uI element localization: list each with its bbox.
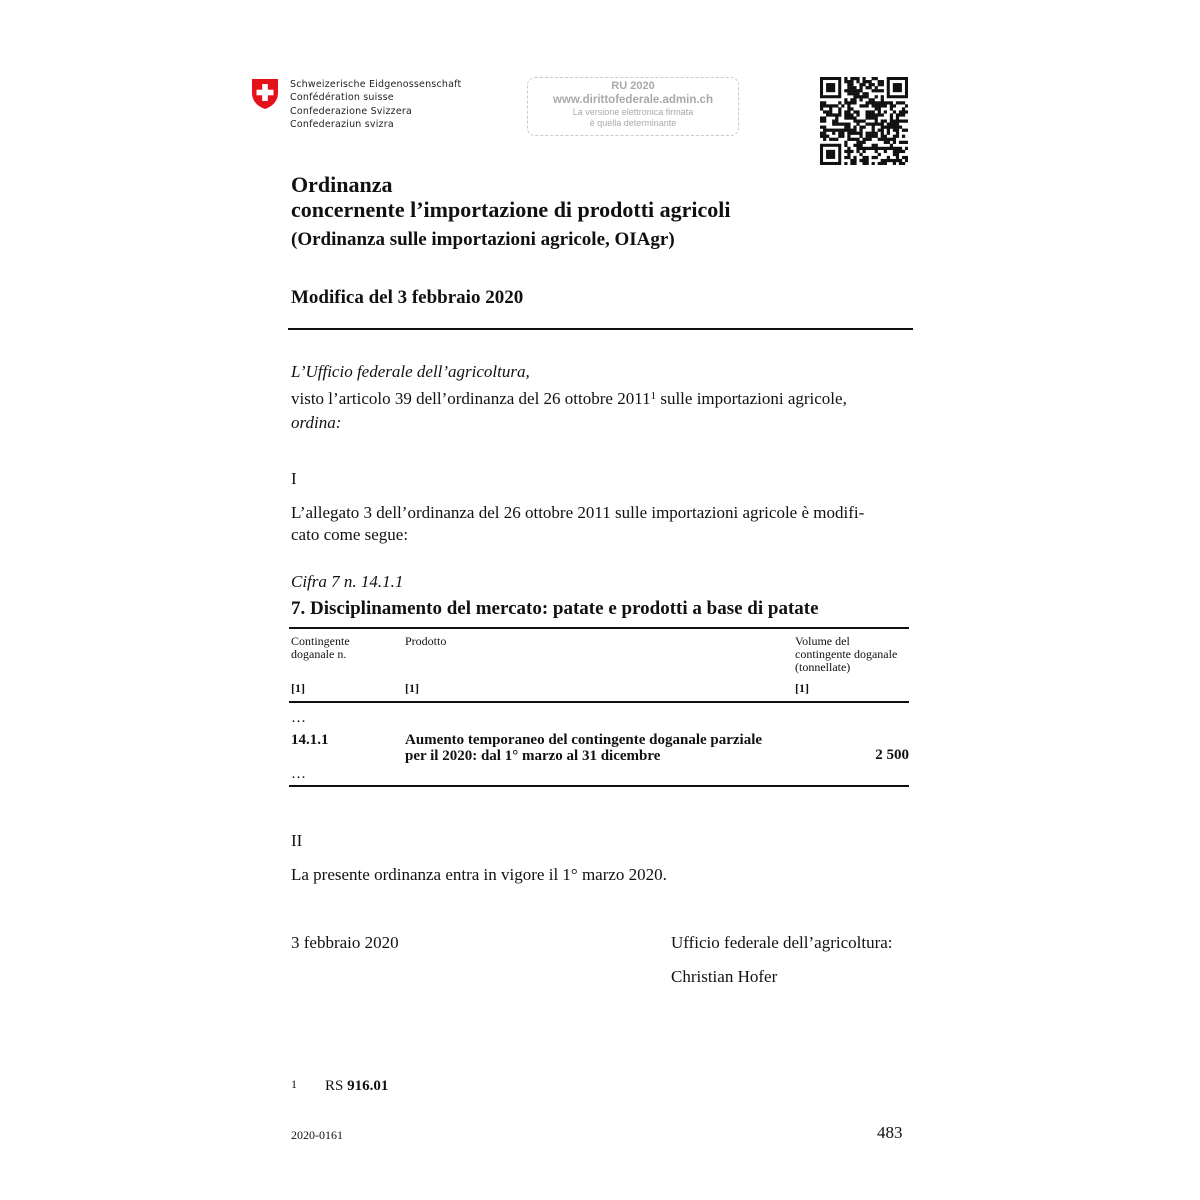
table-header-prodotto: Prodotto: [405, 634, 447, 648]
confederation-names: [290, 78, 461, 132]
table-header-volume: [795, 635, 897, 674]
title-divider: [288, 328, 913, 330]
signature-office: Ufficio federale dell’agricoltura:: [671, 933, 893, 952]
document-subtitle: concernente l’importazione di prodotti agricoli: [291, 197, 731, 222]
footnote-marker[interactable]: 1: [650, 390, 657, 402]
table-row-volume: 2 500: [875, 747, 909, 763]
product-line2: per il 2020: dal 1° marzo al 31 dicembre: [405, 748, 661, 764]
section-numeral-1: I: [291, 469, 297, 488]
official-compilation-stamp: [527, 77, 739, 136]
table-ref-col3: [1]: [795, 681, 809, 695]
stamp-note-line2: è quella determinante: [589, 118, 677, 128]
section-1-text-line1: L’allegato 3 dell’ordinanza del 26 ottobre 2011 sulle importazioni agricole è modifi-: [291, 503, 865, 522]
confederation-name-rm: Confederaziun svizra: [290, 119, 394, 131]
table-ellipsis-bottom: …: [291, 766, 306, 782]
table-ref-col2: [1]: [405, 681, 419, 695]
footnote-ref[interactable]: 916.01: [347, 1078, 389, 1094]
preamble-ordina: ordina:: [291, 413, 342, 432]
stamp-note-line1: La versione elettronica firmata: [572, 107, 694, 117]
qr-code-icon: [820, 77, 908, 165]
page-number: 483: [877, 1123, 903, 1142]
preamble-office: L’Ufficio federale dell’agricoltura,: [291, 362, 530, 381]
swiss-crest-icon: [251, 78, 279, 110]
table-top-rule: [289, 627, 909, 629]
header-volume-line1: Volume del: [795, 634, 850, 648]
section-1-text-line2: cato come segue:: [291, 525, 409, 544]
section-2-text: La presente ordinanza entra in vigore il 1° marzo 2020.: [291, 865, 667, 884]
table-row-product: [405, 732, 762, 764]
confederation-name-fr: Confédération suisse: [290, 92, 394, 104]
table-header-rule: [289, 701, 909, 703]
section-heading: 7. Disciplinamento del mercato: patate e prodotti a base di patate: [291, 598, 819, 619]
visto-text-end: sulle importazioni agricole,: [656, 389, 847, 408]
visto-text: visto l’articolo 39 dell’ordinanza del 26 ottobre 2011: [291, 389, 651, 408]
table-row-number: 14.1.1: [291, 732, 329, 748]
header-contingente-line2: doganale n.: [291, 647, 347, 661]
footnote-number: 1: [291, 1077, 297, 1091]
table-ref-col1: [1]: [291, 681, 305, 695]
table-header-contingente: [291, 635, 350, 661]
footnote-text: [325, 1078, 388, 1095]
section-1-text: [291, 502, 911, 546]
header-volume-line2: contingente doganale: [795, 647, 898, 661]
confederation-name-it: Confederazione Svizzera: [290, 105, 413, 117]
header-volume-line3: (tonnellate): [795, 660, 851, 674]
stamp-website: www.dirittofederale.admin.ch: [553, 94, 713, 106]
signature-name: Christian Hofer: [671, 967, 778, 986]
cifra-reference: Cifra 7 n. 14.1.1: [291, 572, 404, 591]
table-bottom-rule: [289, 785, 909, 787]
stamp-ru-label: RU 2020: [611, 80, 655, 92]
header-contingente-line1: Contingente: [291, 634, 350, 648]
document-number: 2020-0161: [291, 1128, 343, 1142]
preamble-visto: [291, 385, 847, 410]
document-short-title: (Ordinanza sulle importazioni agricole, OIAgr): [291, 229, 675, 250]
document-title: Ordinanza: [291, 172, 393, 197]
modification-date: Modifica del 3 febbraio 2020: [291, 287, 524, 308]
footnote-prefix: RS: [325, 1078, 348, 1094]
product-line1: Aumento temporaneo del contingente doganale parziale: [405, 732, 763, 748]
section-numeral-2: II: [291, 831, 303, 850]
table-ellipsis-top: …: [291, 710, 306, 726]
signature-date: 3 febbraio 2020: [291, 933, 399, 952]
confederation-name-de: Schweizerische Eidgenossenschaft: [290, 79, 462, 90]
